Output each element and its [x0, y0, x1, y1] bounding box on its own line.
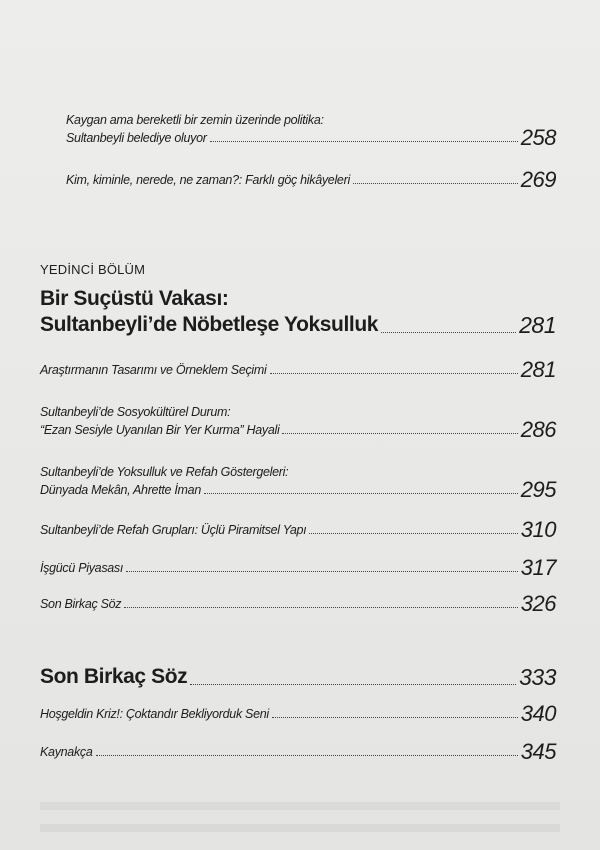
toc-entry[interactable] [40, 463, 556, 502]
page-number: 340 [520, 701, 556, 726]
dot-leader [381, 332, 516, 333]
dot-leader [270, 373, 518, 374]
dot-leader [272, 717, 518, 718]
page-number: 295 [520, 477, 556, 502]
toc-entry-title-line1: Sultanbeyli’de Sosyokültürel Durum: [40, 405, 231, 419]
chapter-heading[interactable] [40, 286, 556, 338]
dot-leader [282, 433, 517, 434]
dot-leader [204, 493, 518, 494]
chapter-heading[interactable] [40, 664, 556, 690]
toc-entry[interactable] [40, 357, 556, 382]
toc-entry[interactable] [66, 167, 556, 192]
chapter-title-line2: Sultanbeyli’de Nöbetleşe Yoksulluk [40, 313, 379, 336]
dot-leader [309, 533, 517, 534]
page-number: 317 [520, 555, 556, 580]
toc-entry[interactable] [40, 517, 556, 542]
dot-leader [210, 141, 518, 142]
toc-entry-title: Araştırmanın Tasarımı ve Örneklem Seçimi [40, 363, 267, 377]
toc-entry-title: Sultanbeyli’de Refah Grupları: Üçlü Piramitsel Yapı [40, 523, 307, 537]
toc-entry[interactable] [66, 111, 556, 150]
page-number: 310 [520, 517, 556, 542]
page-number: 333 [519, 664, 556, 690]
dot-leader [126, 571, 518, 572]
dot-leader [124, 607, 518, 608]
page-number: 345 [520, 739, 556, 764]
toc-entry[interactable] [40, 403, 556, 442]
toc-entry-title: Hoşgeldin Kriz!: Çoktandır Bekliyorduk Seni [40, 707, 269, 721]
dot-leader [190, 684, 516, 685]
toc-entry-title-line2: Sultanbeyli belediye oluyor [66, 131, 207, 145]
page-number: 326 [520, 591, 556, 616]
toc-entry[interactable] [40, 591, 556, 616]
dot-leader [353, 183, 518, 184]
section-label: YEDİNCİ BÖLÜM [40, 262, 146, 277]
show-through-ghost [40, 788, 560, 846]
dot-leader [96, 755, 518, 756]
toc-entry-title-line1: Sultanbeyli’de Yoksulluk ve Refah Göstergeleri: [40, 465, 289, 479]
toc-entry-title-line2: Dünyada Mekân, Ahrette İman [40, 483, 201, 497]
toc-entry-title: İşgücü Piyasası [40, 561, 124, 575]
toc-entry[interactable] [40, 739, 556, 764]
toc-entry-title-line2: “Ezan Sesiyle Uyanılan Bir Yer Kurma” Hayali [40, 423, 280, 437]
page-number: 269 [520, 167, 556, 192]
toc-entry[interactable] [40, 555, 556, 580]
page-number: 258 [520, 125, 556, 150]
toc-entry[interactable] [40, 701, 556, 726]
chapter-title: Son Birkaç Söz [40, 665, 188, 688]
chapter-title-line1: Bir Suçüstü Vakası: [40, 287, 229, 310]
toc-entry-title: Kim, kiminle, nerede, ne zaman?: Farklı göç hikâyeleri [66, 173, 350, 187]
page-number: 286 [520, 417, 556, 442]
page-number: 281 [520, 357, 556, 382]
toc-entry-title-line1: Kaygan ama bereketli bir zemin üzerinde politika: [66, 113, 324, 127]
toc-entry-title: Kaynakça [40, 745, 93, 759]
page-number: 281 [519, 312, 556, 338]
toc-entry-title: Son Birkaç Söz [40, 597, 122, 611]
